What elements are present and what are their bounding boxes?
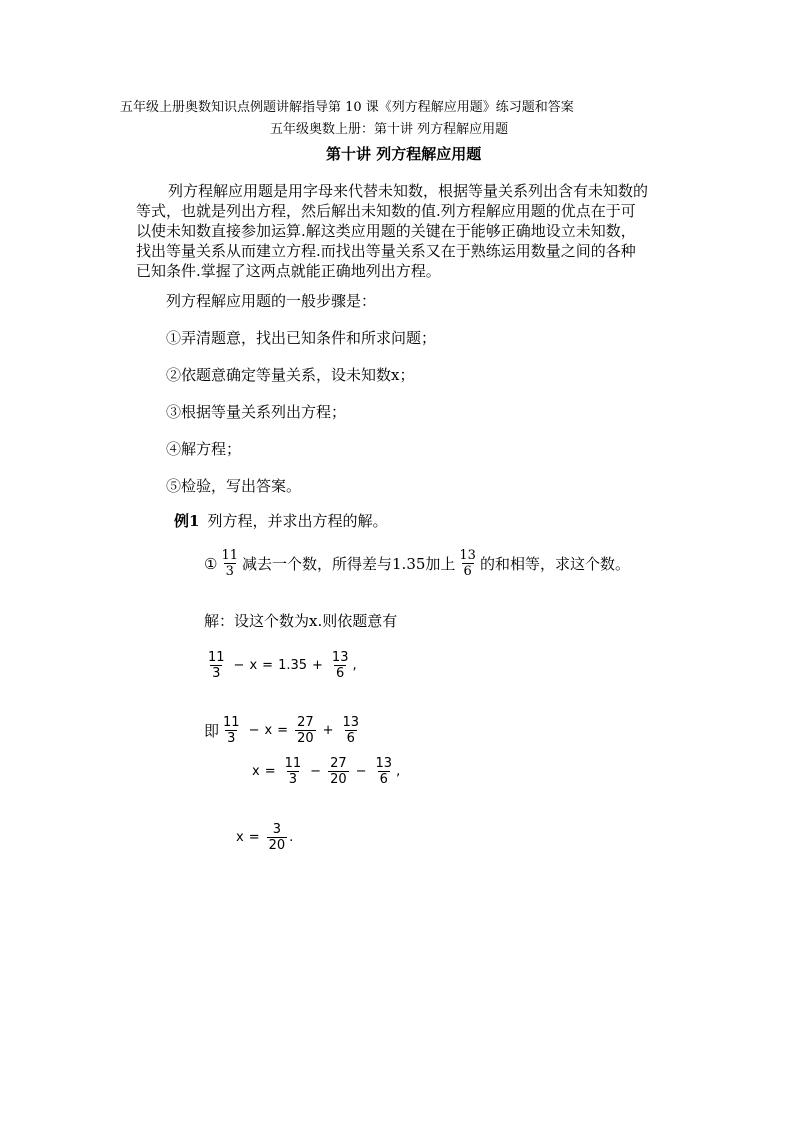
steps-heading: 列方程解应用题的一般步骤是： — [166, 292, 377, 310]
step-5: ⑤检验，写出答案。 — [166, 477, 302, 495]
example-problem — [204, 548, 630, 579]
example-heading — [174, 510, 387, 531]
equation-1: $\frac{11}{3}$ − x = 1.35 + $\frac{13}{6}$ , — [208, 650, 357, 681]
solution-intro: 解：设这个数为x.则依题意有 — [204, 612, 398, 630]
intro-line: 找出等量关系从而建立方程.而找出等量关系又在于熟练运用数量之间的各种 — [136, 242, 636, 260]
fraction: $\frac{11}{3}$ — [221, 548, 238, 579]
step-4: ④解方程； — [166, 440, 242, 458]
step-2: ②依题意确定等量关系，设未知数x； — [166, 366, 415, 384]
intro-paragraph — [136, 181, 696, 281]
header-line-1: 五年级上册奥数知识点例题讲解指导第 10 课《列方程解应用题》练习题和答案 — [120, 100, 574, 115]
problem-text: 减去一个数，所得差与1.35加上 — [242, 555, 456, 573]
equation-2: 即 $\frac{11}{3}$ − x = $\frac{27}{20}$ + $\frac{13}{6}$ — [204, 715, 360, 746]
problem-text: 的和相等，求这个数。 — [479, 555, 630, 573]
intro-line: 以使未知数直接参加运算.解这类应用题的关键在于能够正确地设立未知数， — [136, 222, 636, 240]
page-title: 第十讲 列方程解应用题 — [326, 145, 482, 163]
intro-line: 列方程解应用题是用字母来代替未知数，根据等量关系列出含有未知数的 — [168, 182, 649, 200]
header-line-2: 五年级奥数上册：第十讲 列方程解应用题 — [270, 122, 509, 137]
problem-marker: ① — [204, 554, 218, 573]
step-3: ③根据等量关系列出方程； — [166, 403, 347, 421]
example-label: 例1 — [174, 512, 200, 530]
fraction: $\frac{13}{6}$ — [459, 548, 476, 579]
step-1: ①弄清题意，找出已知条件和所求问题； — [166, 329, 437, 347]
equation-4: x = $\frac{3}{20}$ . — [236, 822, 294, 853]
example-text: 列方程，并求出方程的解。 — [207, 512, 388, 530]
intro-line: 已知条件.掌握了这两点就能正确地列出方程。 — [136, 262, 441, 280]
intro-line: 等式，也就是列出方程，然后解出未知数的值.列方程解应用题的优点在于可 — [136, 202, 636, 220]
equation-3: x = $\frac{11}{3}$ − $\frac{27}{20}$ − $\frac{13}{6}$ , — [252, 756, 401, 787]
